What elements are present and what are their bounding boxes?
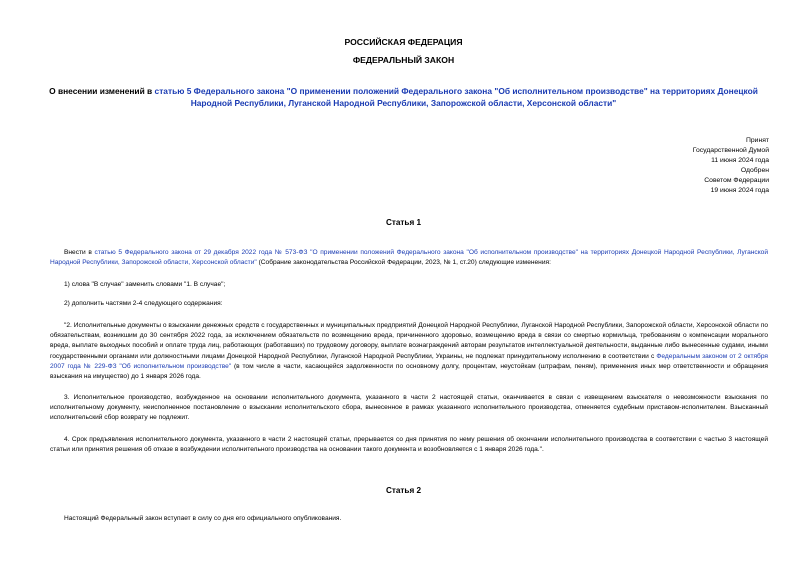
article-2-text: Настоящий Федеральный закон вступает в силу со дня его официального опубликования. (64, 515, 342, 522)
article-1-part-2 (50, 321, 768, 382)
part-2-pre: "2. Исполнительные документы о взыскании денежных средств с государственных и муниципальных предприятий Донецкой Народной Республики, Луганской Народной Республики, Запорожской области, Херсонской области по обязательствам, возникшим до 30 сентября 2022 года, за исключением обязательств по возмещению вреда, причиненного здоровью, возмещению вреда в связи со смертью кормильца, требованиям о компенсации морального вреда, выплате выходных пособий и оплате труда лиц, работающих (работавших) по трудовому договору, выплате вознаграждений авторам результатов интеллектуальной деятельности, выданные либо вынесенные судами, иными государственными органами или должностными лицами Донецкой Народной Республики, Луганской Народной Республики, Украины, не подлежат принудительному исполнению в соответствии с (50, 322, 768, 360)
article-1-item-2: 2) дополнить частями 2-4 следующего содержания: (64, 300, 223, 307)
adoption-line-accepted: Принят (745, 137, 769, 144)
adoption-block (693, 136, 769, 197)
law-title (40, 86, 767, 109)
article-1-intro (50, 248, 768, 268)
part-2-link[interactable]: Федеральным законом от 2 октября 2007 года № 229-ФЗ "Об исполнительном производстве" (50, 352, 768, 370)
article-1-item-1: 1) слова "В случае" заменить словами "1. В случае"; (64, 281, 226, 288)
adoption-line-duma-date: 11 июня 2024 года (711, 157, 769, 165)
adoption-line-council-date: 19 июня 2024 года (710, 187, 769, 195)
doc-type-heading: ФЕДЕРАЛЬНЫЙ ЗАКОН (352, 55, 455, 65)
article-1-intro-pre: Внести в (64, 249, 95, 256)
adoption-line-duma: Государственной Думой (692, 147, 769, 155)
article-1-part-3: 3. Исполнительное производство, возбужденное на основании исполнительного документа, указанного в части 2 настоящей статьи, оканчивается в связи с извещением взыскателя о невозможности взыскания по исполнительному документу, неисполненное постановление о взыскании исполнительского сбора, вынесенное в рамках указанного исполнительного производства, отменяется судебным приставом-исполнителем. Взысканный исполнительский сбор возврату не подлежит. (50, 394, 768, 422)
article-1-intro-link[interactable]: статью 5 Федерального закона от 29 декабря 2022 года № 573-ФЗ "О применении положений Федерального закона "Об исполнительном производстве" на территориях Донецкой Народной Республики, Луганской Народной Республики, Запорожской области, Херсонской области" (50, 249, 768, 267)
article-2-heading: Статья 2 (385, 486, 422, 495)
law-title-link[interactable]: статью 5 Федерального закона "О применении положений Федерального закона "Об исполнительном производстве" на территориях Донецкой Народной Республики, Луганской Народной Республики, Запорожской области, Херсонской области" (154, 86, 758, 108)
country-heading: РОССИЙСКАЯ ФЕДЕРАЦИЯ (344, 37, 463, 47)
adoption-line-approved: Одобрен (740, 167, 769, 175)
article-1-intro-post: (Собрание законодательства Российской Федерации, 2023, № 1, ст.20) следующие изменения: (256, 259, 551, 267)
article-1-heading: Статья 1 (385, 218, 422, 227)
adoption-line-council: Советом Федерации (704, 177, 769, 185)
law-title-prefix: О внесении изменений в (49, 86, 155, 96)
article-1-part-4: 4. Срок предъявления исполнительного документа, указанного в части 2 настоящей статьи, прерывается со дня принятия по нему решения об окончании исполнительного производства в соответствии с частью 3 настоящей статьи или принятия решения об отказе в возбуждении исполнительного производства на основании такого документа и возобновляется с 1 января 2026 года.". (50, 436, 768, 454)
part-2-post: (в том числе в части, касающейся задолженности по основному долгу, процентам, неустойкам (штрафам, пеням), применения иных мер ответственности и обращения взыскания на имущество) до 1 января 2026 года. (50, 362, 768, 381)
